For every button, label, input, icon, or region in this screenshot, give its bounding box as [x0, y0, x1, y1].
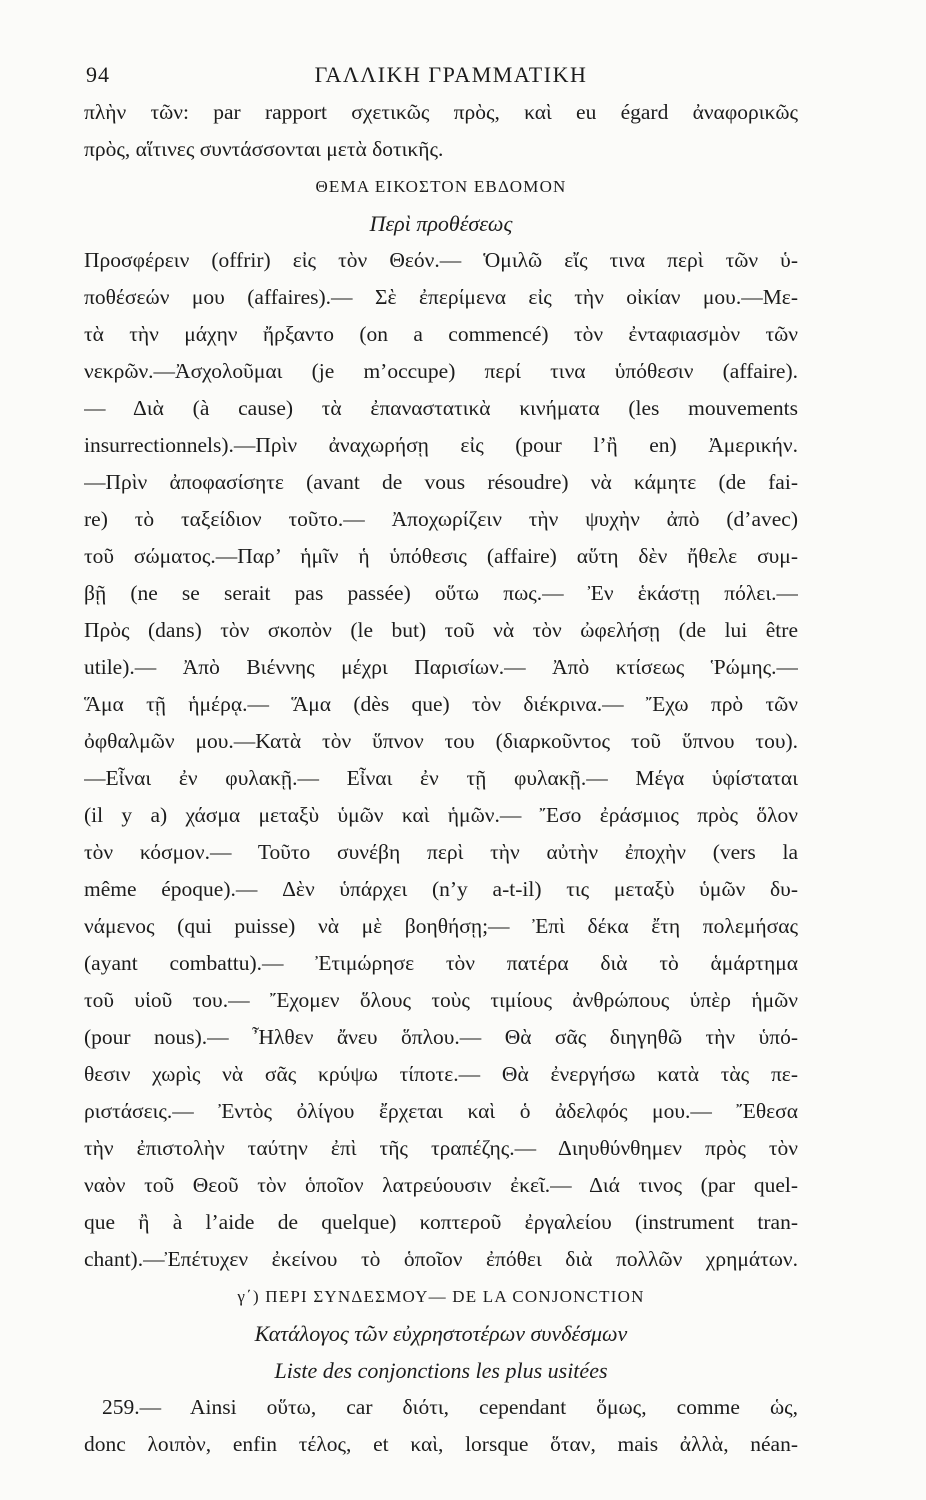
text-line: donc λοιπὸν, enfin τέλος, et καὶ, lorsque ὅταν, mais ἀλλὰ, néan- [84, 1432, 798, 1456]
text-line: βῇ (ne se serait pas passée) οὕτω πως.— Ἐν ἑκάστῃ πόλει.— [84, 581, 798, 605]
text-line: Πρὸς (dans) τὸν σκοπὸν (le but) τοῦ νὰ τὸν ὠφελήσῃ (de lui être [84, 618, 798, 642]
text-line: (ayant combattu).— Ἐτιμώρησε τὸν πατέρα διὰ τὸ ἁμάρτημα [84, 951, 798, 975]
page-header [86, 62, 816, 92]
text-line: 259.— Ainsi οὕτω, car διότι, cependant ὅμως, comme ὡς, [102, 1395, 798, 1419]
text-line: νάμενος (qui puisse) νὰ μὲ βοηθήσῃ;— Ἐπὶ δέκα ἔτη πολεμήσας [84, 914, 798, 938]
text-line: utile).— Ἀπὸ Βιέννης μέχρι Παρισίων.— Ἀπὸ κτίσεως Ῥώμης.— [84, 655, 798, 679]
text-body [84, 94, 798, 1463]
text-line: πρὸς, αἵτινες συντάσσονται μετὰ δοτικῆς. [84, 137, 444, 161]
text-line: —Πρὶν ἀποφασίσητε (avant de vous résoudre) νὰ κάμητε (de fai- [84, 470, 798, 494]
text-line: même époque).— Δὲν ὑπάρχει (n’y a-t-il) τις μεταξὺ ὑμῶν δυ- [84, 877, 798, 901]
text-line: chant).—Ἐπέτυχεν ἐκείνου τὸ ὁποῖον ἐπόθει διὰ πολλῶν χρημάτων. [84, 1247, 798, 1271]
text-line: πλὴν τῶν: par rapport σχετικῶς πρὸς, καὶ eu égard ἀναφορικῶς [84, 100, 798, 124]
section-subheading: Περὶ προθέσεως [369, 211, 513, 236]
text-line: insurrectionnels).—Πρὶν ἀναχωρήσῃ εἰς (pour l’ἢ en) Ἀμερικήν. [84, 433, 798, 457]
text-line: Ἅμα τῇ ἡμέρᾳ.— Ἅμα (dès que) τὸν διέκρινα.— Ἔχω πρὸ τῶν [84, 692, 798, 716]
text-line: ριστάσεις.— Ἐντὸς ὀλίγου ἔρχεται καὶ ὁ ἀδελφός μου.— Ἔθεσα [84, 1099, 798, 1123]
text-line: re) τὸ ταξείδιον τοῦτο.— Ἀποχωρίζειν τὴν ψυχὴν ἀπὸ (d’avec) [84, 507, 798, 531]
text-line: ὀφθαλμῶν μου.—Κατὰ τὸν ὕπνον του (διαρκοῦντος τοῦ ὕπνου του). [84, 729, 798, 753]
page-number: 94 [86, 62, 110, 87]
text-line: que ἢ à l’aide de quelque) κοπτεροῦ ἐργαλείου (instrument tran- [84, 1210, 798, 1234]
section-heading: ΘΕΜΑ ΕΙΚΟΣΤΟΝ ΕΒΔΟΜΟΝ [315, 177, 567, 196]
text-line: νεκρῶν.—Ἀσχολοῦμαι (je m’occupe) περί τινα ὑπόθεσιν (affaire). [84, 359, 798, 383]
text-line: τοῦ υἱοῦ του.— Ἔχομεν ὅλους τοὺς τιμίους ἀνθρώπους ὑπὲρ ἡμῶν [84, 988, 798, 1012]
text-line: (pour nous).— Ἦλθεν ἄνευ ὅπλου.— Θὰ σᾶς διηγηθῶ τὴν ὑπό- [84, 1025, 798, 1049]
running-title: ΓΑΛΛΙΚΗ ΓΡΑΜΜΑΤΙΚΗ [314, 62, 588, 87]
section-subheading: Κατάλογος τῶν εὐχρηστοτέρων συνδέσμων [254, 1321, 628, 1346]
text-line: — Διὰ (à cause) τὰ ἐπαναστατικὰ κινήματα (les mouvements [84, 396, 798, 420]
text-line: τὰ τὴν μάχην ἤρξαντο (on a commencé) τὸν ἐνταφιασμὸν τῶν [84, 322, 798, 346]
text-line: ποθέσεών μου (affaires).— Σὲ ἐπερίμενα εἰς τὴν οἰκίαν μου.—Με- [84, 285, 798, 309]
text-line: —Εἶναι ἐν φυλακῇ.— Εἶναι ἐν τῇ φυλακῇ.— Μέγα ὑφίσταται [84, 766, 798, 790]
text-line: τὸν κόσμον.— Τοῦτο συνέβη περὶ τὴν αὐτὴν ἐποχὴν (vers la [84, 840, 798, 864]
text-line: θεσιν χωρὶς νὰ σᾶς κρύψω τίποτε.— Θὰ ἐνεργήσω κατὰ τὰς πε- [84, 1062, 798, 1086]
section-subheading: Liste des conjonctions les plus usitées [274, 1358, 608, 1383]
text-line: Προσφέρειν (offrir) εἰς τὸν Θεόν.— Ὁμιλῶ εἴς τινα περὶ τῶν ὑ- [84, 248, 798, 272]
text-line: τὴν ἐπιστολὴν ταύτην ἐπὶ τῆς τραπέζης.— Διηυθύνθημεν πρὸς τὸν [84, 1136, 798, 1160]
text-line: τοῦ σώματος.—Παρ’ ἡμῖν ἡ ὑπόθεσις (affaire) αὕτη δὲν ἤθελε συμ- [84, 544, 798, 568]
text-line: ναὸν τοῦ Θεοῦ τὸν ὁποῖον λατρεύουσιν ἐκεῖ.— Διά τινος (par quel- [84, 1173, 798, 1197]
text-line: (il y a) χάσμα μεταξὺ ὑμῶν καὶ ἡμῶν.— Ἔσο ἐράσμιος πρὸς ὅλον [84, 803, 798, 827]
section-heading: γ΄) ΠΕΡΙ ΣΥΝΔΕΣΜΟΥ— DE LA CONJONCTION [237, 1287, 645, 1306]
